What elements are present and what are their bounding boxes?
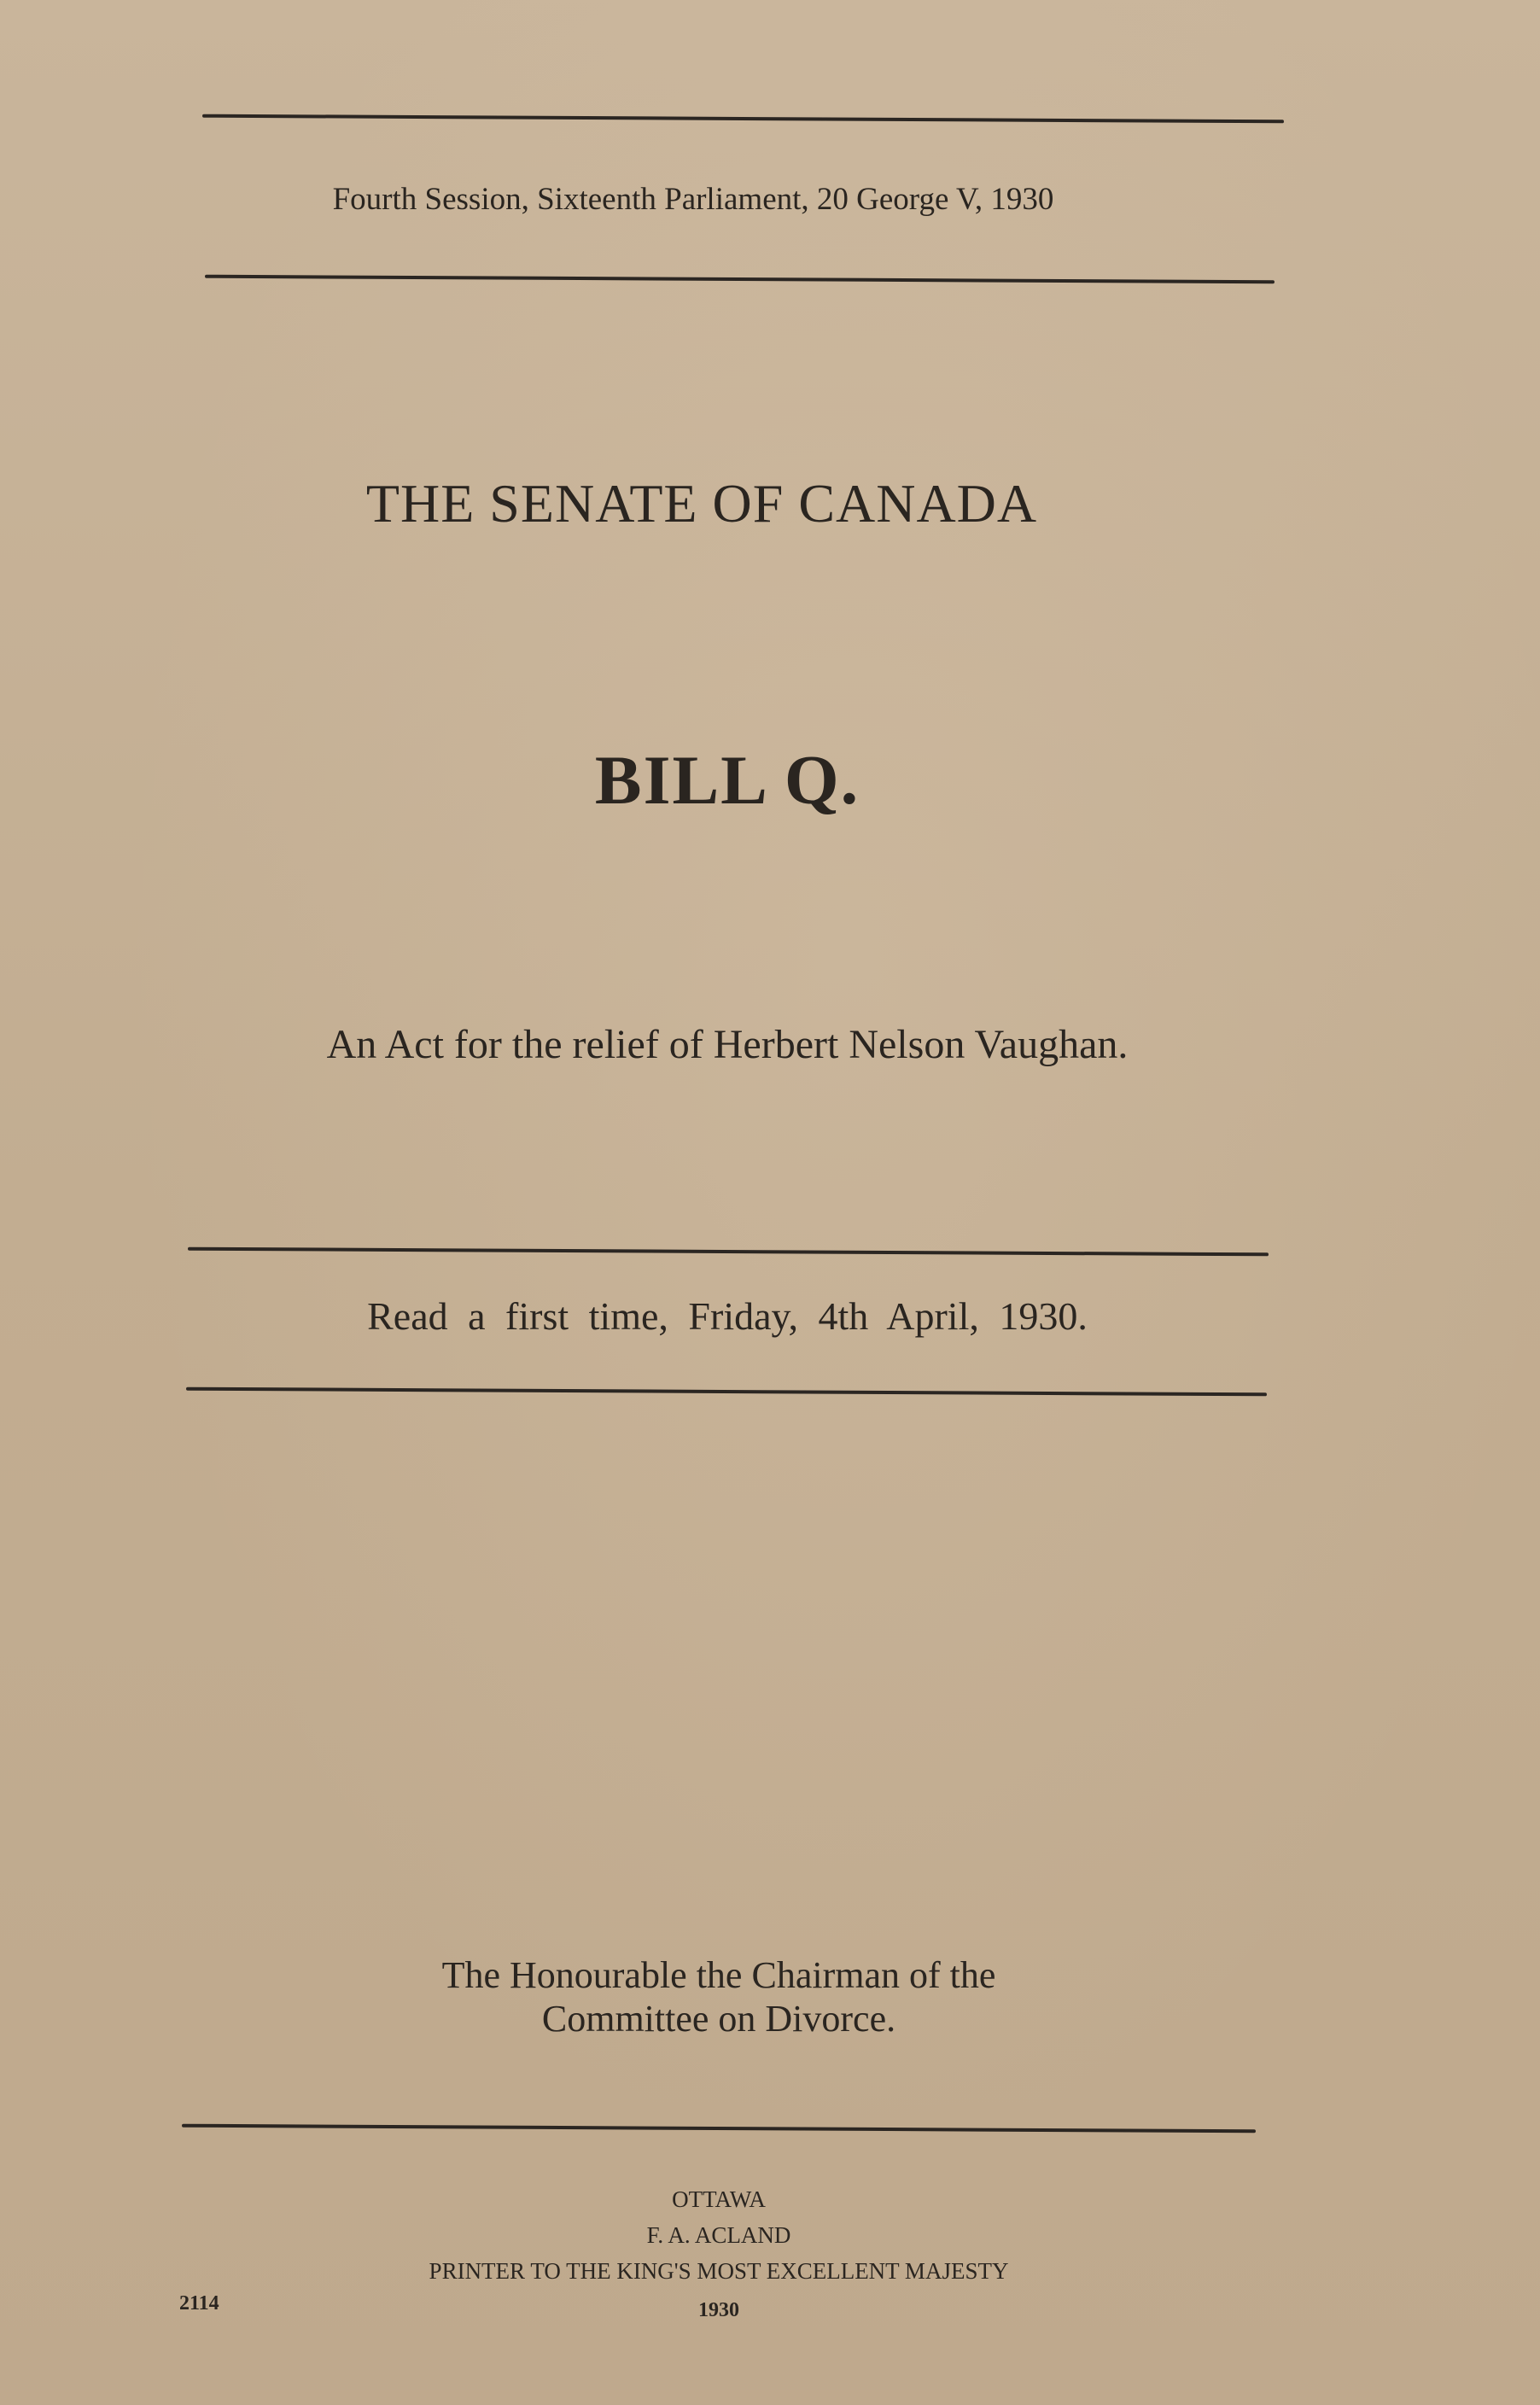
reading-rule-bottom [186,1387,1267,1397]
reading-status: Read a first time, Friday, 4th April, 1930. [367,1294,1088,1338]
top-rule-2 [205,275,1275,284]
imprint-year: 1930 [698,2299,739,2321]
reading-rule-top [188,1247,1269,1257]
imprint-rule [182,2124,1256,2134]
bill-title: BILL Q. [594,741,860,819]
sponsor-line-2: Committee on Divorce. [541,1998,896,2040]
imprint-printer-name: F. A. ACLAND [646,2222,791,2248]
chamber-title: THE SENATE OF CANADA [365,473,1038,534]
imprint-printer-title: PRINTER TO THE KING'S MOST EXCELLENT MAJESTY [429,2258,1009,2284]
sponsor-line-1: The Honourable the Chairman of the [441,1954,996,1996]
act-description: An Act for the relief of Herbert Nelson Vaughan. [326,1022,1129,1067]
session-header: Fourth Session, Sixteenth Parliament, 20 George V, 1930 [332,182,1054,217]
imprint-city: OTTAWA [672,2186,766,2212]
top-rule-1 [202,114,1284,124]
document-code: 2114 [179,2292,219,2315]
